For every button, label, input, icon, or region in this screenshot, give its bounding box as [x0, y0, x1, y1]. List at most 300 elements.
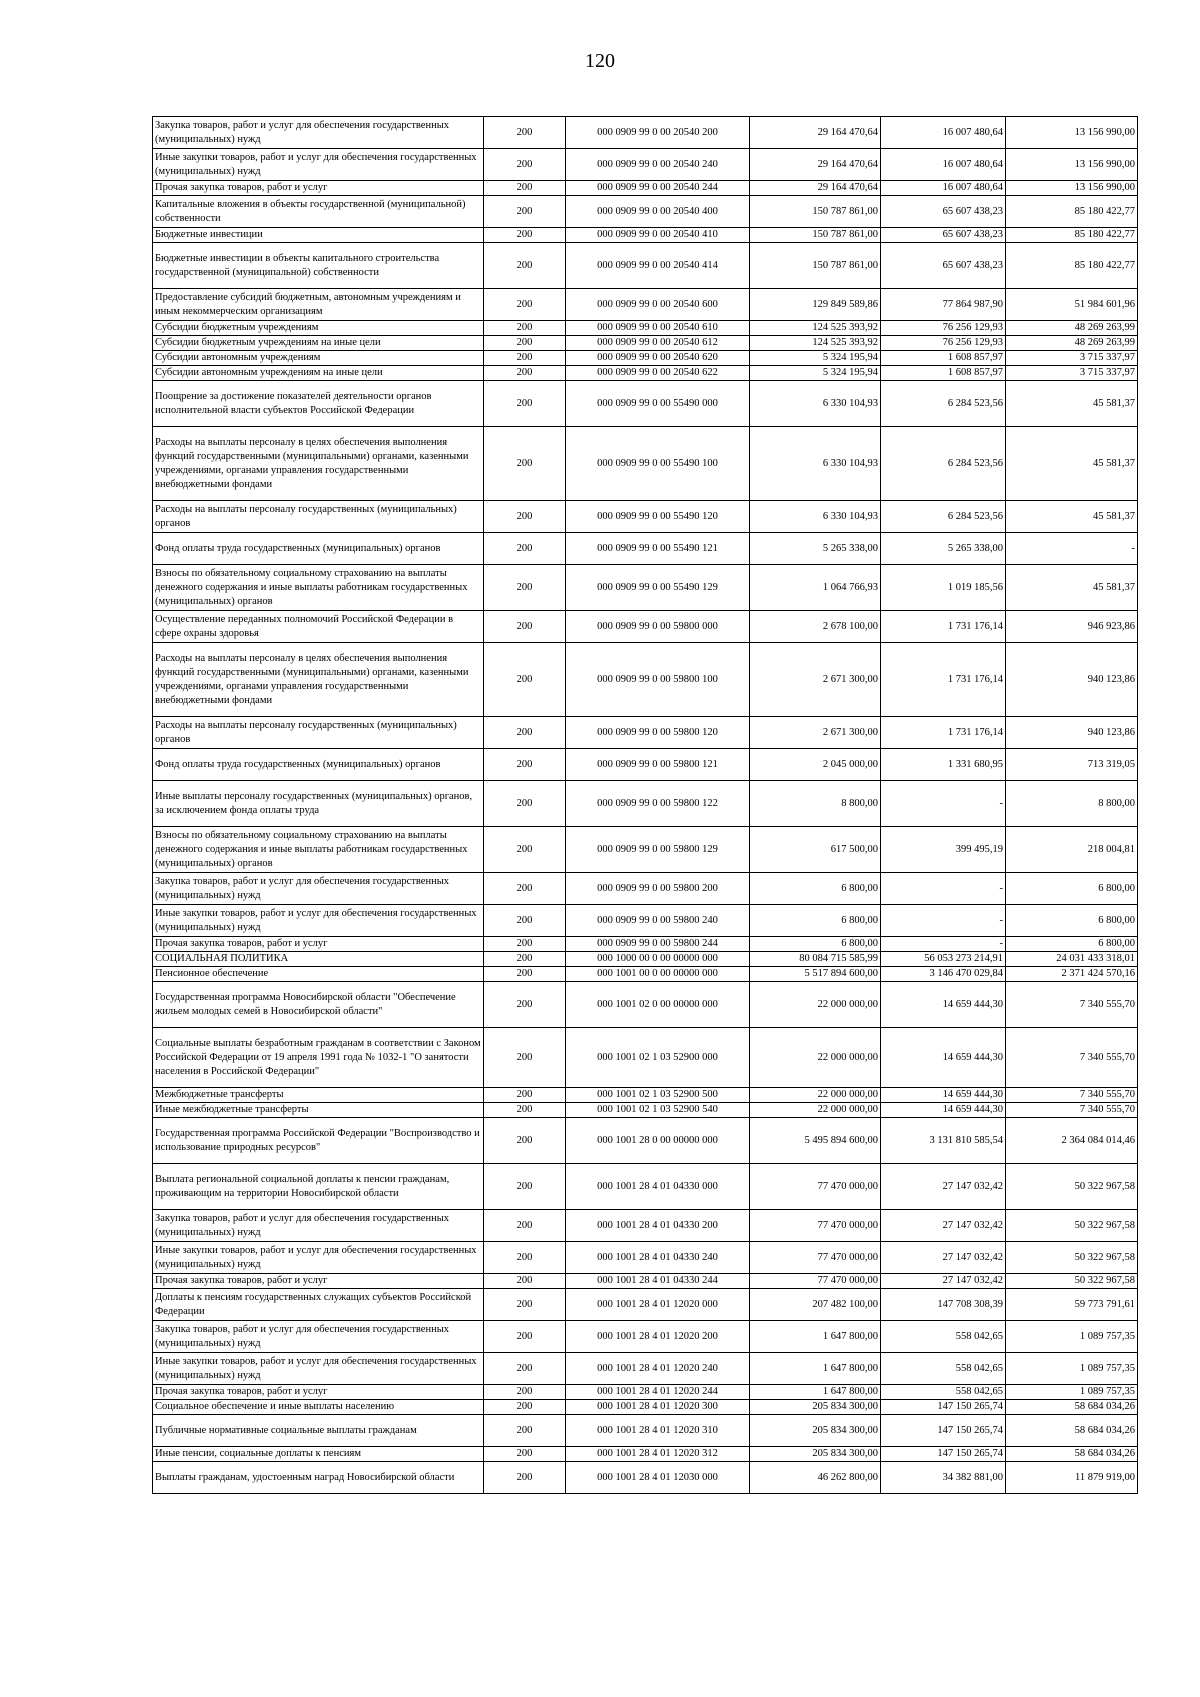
row-name: Осуществление переданных полномочий Российской Федерации в сфере охраны здоровья	[153, 611, 484, 643]
row-classification: 000 0909 99 0 00 55490 129	[566, 565, 750, 611]
row-name: Закупка товаров, работ и услуг для обеспечения государственных (муниципальных) нужд	[153, 1210, 484, 1242]
row-approved: 6 330 104,93	[750, 381, 881, 427]
row-name: Межбюджетные трансферты	[153, 1088, 484, 1103]
row-code: 200	[484, 351, 566, 366]
row-approved: 207 482 100,00	[750, 1289, 881, 1321]
row-executed: 27 147 032,42	[881, 1242, 1006, 1274]
table-row	[153, 427, 1138, 501]
row-executed: 3 146 470 029,84	[881, 967, 1006, 982]
row-code: 200	[484, 565, 566, 611]
row-unexecuted: 713 319,05	[1006, 749, 1138, 781]
row-code: 200	[484, 982, 566, 1028]
row-approved: 2 045 000,00	[750, 749, 881, 781]
row-name: Бюджетные инвестиции	[153, 228, 484, 243]
row-classification: 000 0909 99 0 00 59800 120	[566, 717, 750, 749]
row-classification: 000 1001 28 4 01 12020 300	[566, 1400, 750, 1415]
row-unexecuted: 58 684 034,26	[1006, 1447, 1138, 1462]
row-unexecuted: 50 322 967,58	[1006, 1274, 1138, 1289]
row-unexecuted: 50 322 967,58	[1006, 1164, 1138, 1210]
row-code: 200	[484, 1164, 566, 1210]
row-approved: 80 084 715 585,99	[750, 952, 881, 967]
row-code: 200	[484, 149, 566, 181]
table-row	[153, 1462, 1138, 1494]
row-classification: 000 0909 99 0 00 20540 410	[566, 228, 750, 243]
row-classification: 000 1001 02 1 03 52900 000	[566, 1028, 750, 1088]
row-unexecuted: 13 156 990,00	[1006, 117, 1138, 149]
row-code: 200	[484, 196, 566, 228]
row-code: 200	[484, 1289, 566, 1321]
table-row	[153, 196, 1138, 228]
row-unexecuted: 45 581,37	[1006, 381, 1138, 427]
row-executed: 147 150 265,74	[881, 1415, 1006, 1447]
row-classification: 000 0909 99 0 00 55490 100	[566, 427, 750, 501]
row-name: Субсидии бюджетным учреждениям на иные цели	[153, 336, 484, 351]
row-approved: 1 647 800,00	[750, 1385, 881, 1400]
row-executed: 1 731 176,14	[881, 643, 1006, 717]
row-code: 200	[484, 967, 566, 982]
row-unexecuted: -	[1006, 533, 1138, 565]
row-classification: 000 0909 99 0 00 59800 121	[566, 749, 750, 781]
table-row	[153, 228, 1138, 243]
row-approved: 6 330 104,93	[750, 501, 881, 533]
row-approved: 77 470 000,00	[750, 1274, 881, 1289]
row-classification: 000 1001 28 4 01 12020 244	[566, 1385, 750, 1400]
row-approved: 5 324 195,94	[750, 366, 881, 381]
row-name: Закупка товаров, работ и услуг для обеспечения государственных (муниципальных) нужд	[153, 873, 484, 905]
row-executed: 77 864 987,90	[881, 289, 1006, 321]
row-executed: 147 150 265,74	[881, 1400, 1006, 1415]
row-name: Иные пенсии, социальные доплаты к пенсиям	[153, 1447, 484, 1462]
table-row	[153, 1289, 1138, 1321]
row-unexecuted: 6 800,00	[1006, 905, 1138, 937]
table-row	[153, 501, 1138, 533]
table-row	[153, 336, 1138, 351]
row-approved: 22 000 000,00	[750, 1088, 881, 1103]
row-name: Субсидии автономным учреждениям	[153, 351, 484, 366]
row-classification: 000 1000 00 0 00 00000 000	[566, 952, 750, 967]
row-unexecuted: 3 715 337,97	[1006, 366, 1138, 381]
row-name: Иные закупки товаров, работ и услуг для обеспечения государственных (муниципальных) нужд	[153, 905, 484, 937]
row-approved: 1 647 800,00	[750, 1353, 881, 1385]
row-code: 200	[484, 1353, 566, 1385]
table-row	[153, 366, 1138, 381]
table-row	[153, 1274, 1138, 1289]
row-approved: 124 525 393,92	[750, 336, 881, 351]
row-approved: 46 262 800,00	[750, 1462, 881, 1494]
table-row	[153, 937, 1138, 952]
row-name: Государственная программа Российской Федерации "Воспроизводство и использование природных ресурсов"	[153, 1118, 484, 1164]
row-approved: 150 787 861,00	[750, 196, 881, 228]
row-name: Доплаты к пенсиям государственных служащих субъектов Российской Федерации	[153, 1289, 484, 1321]
row-classification: 000 0909 99 0 00 20540 244	[566, 181, 750, 196]
row-executed: 3 131 810 585,54	[881, 1118, 1006, 1164]
row-unexecuted: 85 180 422,77	[1006, 196, 1138, 228]
row-executed: 558 042,65	[881, 1385, 1006, 1400]
row-executed: -	[881, 873, 1006, 905]
row-unexecuted: 6 800,00	[1006, 937, 1138, 952]
row-name: Расходы на выплаты персоналу государственных (муниципальных) органов	[153, 501, 484, 533]
row-unexecuted: 8 800,00	[1006, 781, 1138, 827]
row-code: 200	[484, 366, 566, 381]
row-code: 200	[484, 1462, 566, 1494]
row-name: Прочая закупка товаров, работ и услуг	[153, 181, 484, 196]
row-approved: 2 671 300,00	[750, 717, 881, 749]
row-unexecuted: 940 123,86	[1006, 643, 1138, 717]
row-name: Государственная программа Новосибирской области "Обеспечение жильем молодых семей в Новосибирской области"	[153, 982, 484, 1028]
row-code: 200	[484, 781, 566, 827]
row-approved: 1 647 800,00	[750, 1321, 881, 1353]
row-executed: -	[881, 781, 1006, 827]
table-row	[153, 1242, 1138, 1274]
row-name: Поощрение за достижение показателей деятельности органов исполнительной власти субъектов Российской Федерации	[153, 381, 484, 427]
row-executed: 65 607 438,23	[881, 243, 1006, 289]
row-approved: 205 834 300,00	[750, 1447, 881, 1462]
row-name: Прочая закупка товаров, работ и услуг	[153, 937, 484, 952]
row-code: 200	[484, 1103, 566, 1118]
row-classification: 000 0909 99 0 00 59800 244	[566, 937, 750, 952]
row-executed: 27 147 032,42	[881, 1210, 1006, 1242]
row-name: Фонд оплаты труда государственных (муниципальных) органов	[153, 533, 484, 565]
row-approved: 124 525 393,92	[750, 321, 881, 336]
row-code: 200	[484, 905, 566, 937]
row-name: Расходы на выплаты персоналу в целях обеспечения выполнения функций государственными (муниципальными) органами, казенными учреждениями, органами управления государственными внебюджетными фондами	[153, 427, 484, 501]
row-name: СОЦИАЛЬНАЯ ПОЛИТИКА	[153, 952, 484, 967]
table-row	[153, 827, 1138, 873]
row-executed: 16 007 480,64	[881, 149, 1006, 181]
row-classification: 000 1001 28 4 01 12020 200	[566, 1321, 750, 1353]
row-classification: 000 0909 99 0 00 20540 612	[566, 336, 750, 351]
row-classification: 000 1001 02 1 03 52900 540	[566, 1103, 750, 1118]
row-approved: 205 834 300,00	[750, 1415, 881, 1447]
row-code: 200	[484, 643, 566, 717]
row-executed: 76 256 129,93	[881, 321, 1006, 336]
row-approved: 6 800,00	[750, 937, 881, 952]
row-unexecuted: 58 684 034,26	[1006, 1415, 1138, 1447]
row-approved: 205 834 300,00	[750, 1400, 881, 1415]
row-name: Социальное обеспечение и иные выплаты населению	[153, 1400, 484, 1415]
row-code: 200	[484, 1242, 566, 1274]
row-executed: 56 053 273 214,91	[881, 952, 1006, 967]
row-executed: 6 284 523,56	[881, 381, 1006, 427]
row-classification: 000 0909 99 0 00 20540 622	[566, 366, 750, 381]
row-classification: 000 0909 99 0 00 59800 122	[566, 781, 750, 827]
row-name: Выплаты гражданам, удостоенным наград Новосибирской области	[153, 1462, 484, 1494]
row-unexecuted: 50 322 967,58	[1006, 1210, 1138, 1242]
row-unexecuted: 45 581,37	[1006, 565, 1138, 611]
row-code: 200	[484, 1400, 566, 1415]
row-code: 200	[484, 1385, 566, 1400]
row-name: Субсидии бюджетным учреждениям	[153, 321, 484, 336]
row-code: 200	[484, 1415, 566, 1447]
row-unexecuted: 940 123,86	[1006, 717, 1138, 749]
row-code: 200	[484, 611, 566, 643]
row-code: 200	[484, 952, 566, 967]
row-classification: 000 0909 99 0 00 20540 240	[566, 149, 750, 181]
row-unexecuted: 13 156 990,00	[1006, 181, 1138, 196]
row-classification: 000 0909 99 0 00 20540 600	[566, 289, 750, 321]
row-executed: -	[881, 937, 1006, 952]
row-executed: 1 608 857,97	[881, 351, 1006, 366]
row-approved: 1 064 766,93	[750, 565, 881, 611]
table-row	[153, 952, 1138, 967]
row-unexecuted: 7 340 555,70	[1006, 982, 1138, 1028]
row-code: 200	[484, 243, 566, 289]
row-executed: 558 042,65	[881, 1353, 1006, 1385]
row-code: 200	[484, 1118, 566, 1164]
row-classification: 000 0909 99 0 00 59800 240	[566, 905, 750, 937]
table-row	[153, 1210, 1138, 1242]
table-row	[153, 1118, 1138, 1164]
row-executed: 399 495,19	[881, 827, 1006, 873]
row-code: 200	[484, 1028, 566, 1088]
row-approved: 8 800,00	[750, 781, 881, 827]
row-name: Выплата региональной социальной доплаты к пенсии гражданам, проживающим на территории Новосибирской области	[153, 1164, 484, 1210]
row-code: 200	[484, 336, 566, 351]
row-executed: 14 659 444,30	[881, 1088, 1006, 1103]
row-approved: 6 330 104,93	[750, 427, 881, 501]
row-name: Фонд оплаты труда государственных (муниципальных) органов	[153, 749, 484, 781]
row-classification: 000 1001 00 0 00 00000 000	[566, 967, 750, 982]
row-approved: 77 470 000,00	[750, 1210, 881, 1242]
row-classification: 000 0909 99 0 00 59800 200	[566, 873, 750, 905]
row-unexecuted: 85 180 422,77	[1006, 228, 1138, 243]
row-name: Пенсионное обеспечение	[153, 967, 484, 982]
row-approved: 29 164 470,64	[750, 117, 881, 149]
row-approved: 6 800,00	[750, 873, 881, 905]
row-unexecuted: 1 089 757,35	[1006, 1385, 1138, 1400]
row-executed: 16 007 480,64	[881, 117, 1006, 149]
table-row	[153, 117, 1138, 149]
row-unexecuted: 218 004,81	[1006, 827, 1138, 873]
row-classification: 000 1001 02 1 03 52900 500	[566, 1088, 750, 1103]
table-row	[153, 749, 1138, 781]
page-number: 120	[585, 50, 615, 72]
row-code: 200	[484, 827, 566, 873]
table-row	[153, 1447, 1138, 1462]
row-approved: 29 164 470,64	[750, 181, 881, 196]
table-row	[153, 1321, 1138, 1353]
row-approved: 129 849 589,86	[750, 289, 881, 321]
row-unexecuted: 51 984 601,96	[1006, 289, 1138, 321]
row-executed: 14 659 444,30	[881, 1028, 1006, 1088]
row-name: Публичные нормативные социальные выплаты гражданам	[153, 1415, 484, 1447]
row-unexecuted: 48 269 263,99	[1006, 336, 1138, 351]
row-unexecuted: 11 879 919,00	[1006, 1462, 1138, 1494]
table-row	[153, 1353, 1138, 1385]
row-approved: 2 678 100,00	[750, 611, 881, 643]
row-code: 200	[484, 1321, 566, 1353]
row-code: 200	[484, 427, 566, 501]
row-code: 200	[484, 321, 566, 336]
table-row	[153, 149, 1138, 181]
row-unexecuted: 13 156 990,00	[1006, 149, 1138, 181]
row-approved: 5 324 195,94	[750, 351, 881, 366]
row-unexecuted: 48 269 263,99	[1006, 321, 1138, 336]
row-name: Иные закупки товаров, работ и услуг для обеспечения государственных (муниципальных) нужд	[153, 1242, 484, 1274]
row-name: Иные закупки товаров, работ и услуг для обеспечения государственных (муниципальных) нужд	[153, 149, 484, 181]
row-classification: 000 1001 02 0 00 00000 000	[566, 982, 750, 1028]
row-approved: 29 164 470,64	[750, 149, 881, 181]
row-name: Закупка товаров, работ и услуг для обеспечения государственных (муниципальных) нужд	[153, 117, 484, 149]
row-approved: 5 265 338,00	[750, 533, 881, 565]
row-approved: 5 517 894 600,00	[750, 967, 881, 982]
row-executed: 1 331 680,95	[881, 749, 1006, 781]
row-unexecuted: 45 581,37	[1006, 427, 1138, 501]
row-name: Субсидии автономным учреждениям на иные цели	[153, 366, 484, 381]
budget-table	[152, 116, 1138, 1494]
row-name: Предоставление субсидий бюджетным, автономным учреждениям и иным некоммерческим организациям	[153, 289, 484, 321]
row-unexecuted: 2 364 084 014,46	[1006, 1118, 1138, 1164]
row-name: Бюджетные инвестиции в объекты капитального строительства государственной (муниципальной) собственности	[153, 243, 484, 289]
row-approved: 77 470 000,00	[750, 1242, 881, 1274]
row-approved: 150 787 861,00	[750, 243, 881, 289]
row-classification: 000 1001 28 4 01 12020 310	[566, 1415, 750, 1447]
row-code: 200	[484, 117, 566, 149]
row-executed: 5 265 338,00	[881, 533, 1006, 565]
row-unexecuted: 1 089 757,35	[1006, 1321, 1138, 1353]
row-approved: 22 000 000,00	[750, 982, 881, 1028]
row-classification: 000 0909 99 0 00 59800 129	[566, 827, 750, 873]
row-code: 200	[484, 1210, 566, 1242]
table-row	[153, 717, 1138, 749]
row-classification: 000 0909 99 0 00 20540 620	[566, 351, 750, 366]
row-classification: 000 0909 99 0 00 55490 120	[566, 501, 750, 533]
row-approved: 22 000 000,00	[750, 1028, 881, 1088]
row-name: Взносы по обязательному социальному страхованию на выплаты денежного содержания и иные выплаты работникам государственных (муниципальных) органов	[153, 827, 484, 873]
row-unexecuted: 946 923,86	[1006, 611, 1138, 643]
row-executed: 1 608 857,97	[881, 366, 1006, 381]
row-executed: 558 042,65	[881, 1321, 1006, 1353]
table-row	[153, 351, 1138, 366]
row-code: 200	[484, 381, 566, 427]
table-row	[153, 1164, 1138, 1210]
row-classification: 000 1001 28 4 01 12030 000	[566, 1462, 750, 1494]
row-executed: 6 284 523,56	[881, 501, 1006, 533]
row-executed: 6 284 523,56	[881, 427, 1006, 501]
row-classification: 000 1001 28 4 01 04330 244	[566, 1274, 750, 1289]
row-classification: 000 0909 99 0 00 20540 200	[566, 117, 750, 149]
row-name: Прочая закупка товаров, работ и услуг	[153, 1385, 484, 1400]
table-row	[153, 1028, 1138, 1088]
row-classification: 000 1001 28 4 01 04330 200	[566, 1210, 750, 1242]
table-row	[153, 1103, 1138, 1118]
row-code: 200	[484, 533, 566, 565]
row-unexecuted: 50 322 967,58	[1006, 1242, 1138, 1274]
row-approved: 22 000 000,00	[750, 1103, 881, 1118]
row-name: Закупка товаров, работ и услуг для обеспечения государственных (муниципальных) нужд	[153, 1321, 484, 1353]
table-row	[153, 905, 1138, 937]
row-approved: 617 500,00	[750, 827, 881, 873]
table-row	[153, 181, 1138, 196]
row-code: 200	[484, 873, 566, 905]
row-unexecuted: 59 773 791,61	[1006, 1289, 1138, 1321]
table-row	[153, 873, 1138, 905]
row-name: Расходы на выплаты персоналу в целях обеспечения выполнения функций государственными (муниципальными) органами, казенными учреждениями, органами управления государственными внебюджетными фондами	[153, 643, 484, 717]
row-name: Прочая закупка товаров, работ и услуг	[153, 1274, 484, 1289]
row-code: 200	[484, 937, 566, 952]
row-classification: 000 0909 99 0 00 55490 121	[566, 533, 750, 565]
row-executed: 65 607 438,23	[881, 228, 1006, 243]
row-classification: 000 1001 28 0 00 00000 000	[566, 1118, 750, 1164]
table-row	[153, 643, 1138, 717]
row-code: 200	[484, 1447, 566, 1462]
table-row	[153, 1415, 1138, 1447]
row-code: 200	[484, 228, 566, 243]
row-code: 200	[484, 289, 566, 321]
row-executed: 27 147 032,42	[881, 1274, 1006, 1289]
row-approved: 2 671 300,00	[750, 643, 881, 717]
row-executed: -	[881, 905, 1006, 937]
row-code: 200	[484, 717, 566, 749]
row-code: 200	[484, 1088, 566, 1103]
row-executed: 14 659 444,30	[881, 982, 1006, 1028]
table-row	[153, 967, 1138, 982]
row-name: Иные выплаты персоналу государственных (муниципальных) органов, за исключением фонда оплаты труда	[153, 781, 484, 827]
row-approved: 5 495 894 600,00	[750, 1118, 881, 1164]
table-row	[153, 1088, 1138, 1103]
row-classification: 000 1001 28 4 01 04330 000	[566, 1164, 750, 1210]
row-name: Социальные выплаты безработным гражданам в соответствии с Законом Российской Федерации от 19 апреля 1991 года № 1032-1 "О занятости населения в Российской Федерации"	[153, 1028, 484, 1088]
row-executed: 147 708 308,39	[881, 1289, 1006, 1321]
row-classification: 000 0909 99 0 00 20540 414	[566, 243, 750, 289]
row-executed: 14 659 444,30	[881, 1103, 1006, 1118]
row-executed: 1 731 176,14	[881, 717, 1006, 749]
row-code: 200	[484, 1274, 566, 1289]
row-classification: 000 0909 99 0 00 59800 000	[566, 611, 750, 643]
row-classification: 000 0909 99 0 00 55490 000	[566, 381, 750, 427]
row-classification: 000 1001 28 4 01 12020 312	[566, 1447, 750, 1462]
row-unexecuted: 85 180 422,77	[1006, 243, 1138, 289]
row-executed: 1 019 185,56	[881, 565, 1006, 611]
row-name: Капитальные вложения в объекты государственной (муниципальной) собственности	[153, 196, 484, 228]
row-executed: 1 731 176,14	[881, 611, 1006, 643]
table-row	[153, 611, 1138, 643]
row-classification: 000 0909 99 0 00 20540 610	[566, 321, 750, 336]
row-classification: 000 0909 99 0 00 20540 400	[566, 196, 750, 228]
row-code: 200	[484, 749, 566, 781]
row-unexecuted: 6 800,00	[1006, 873, 1138, 905]
row-unexecuted: 7 340 555,70	[1006, 1088, 1138, 1103]
row-unexecuted: 7 340 555,70	[1006, 1028, 1138, 1088]
row-classification: 000 1001 28 4 01 12020 000	[566, 1289, 750, 1321]
row-unexecuted: 24 031 433 318,01	[1006, 952, 1138, 967]
table-row	[153, 243, 1138, 289]
table-row	[153, 289, 1138, 321]
row-executed: 65 607 438,23	[881, 196, 1006, 228]
row-unexecuted: 1 089 757,35	[1006, 1353, 1138, 1385]
row-name: Иные межбюджетные трансферты	[153, 1103, 484, 1118]
row-approved: 6 800,00	[750, 905, 881, 937]
row-approved: 77 470 000,00	[750, 1164, 881, 1210]
row-unexecuted: 58 684 034,26	[1006, 1400, 1138, 1415]
table-row	[153, 1385, 1138, 1400]
row-executed: 147 150 265,74	[881, 1447, 1006, 1462]
table-row	[153, 381, 1138, 427]
row-approved: 150 787 861,00	[750, 228, 881, 243]
row-unexecuted: 2 371 424 570,16	[1006, 967, 1138, 982]
table-row	[153, 533, 1138, 565]
row-classification: 000 1001 28 4 01 12020 240	[566, 1353, 750, 1385]
row-unexecuted: 45 581,37	[1006, 501, 1138, 533]
row-classification: 000 1001 28 4 01 04330 240	[566, 1242, 750, 1274]
row-name: Иные закупки товаров, работ и услуг для обеспечения государственных (муниципальных) нужд	[153, 1353, 484, 1385]
row-executed: 34 382 881,00	[881, 1462, 1006, 1494]
row-code: 200	[484, 501, 566, 533]
row-classification: 000 0909 99 0 00 59800 100	[566, 643, 750, 717]
table-row	[153, 781, 1138, 827]
table-row	[153, 982, 1138, 1028]
budget-table-body	[153, 117, 1138, 1494]
